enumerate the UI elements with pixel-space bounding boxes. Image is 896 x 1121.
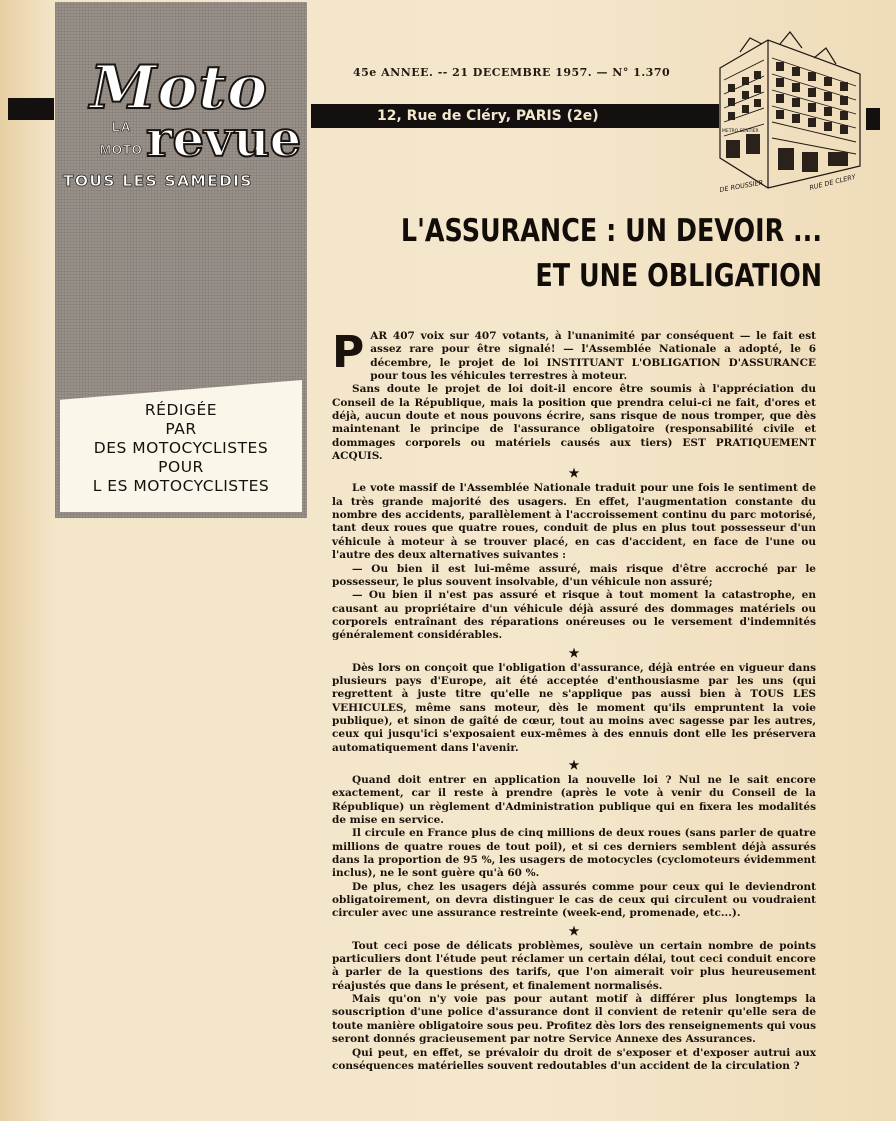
building-street-label-1: DE ROUSSIER: [718, 178, 764, 194]
issue-line: 45e ANNEE. -- 21 DECEMBRE 1957. — N° 1.370: [353, 66, 671, 79]
headline-line-2: ET UNE OBLIGATION: [535, 258, 822, 294]
banner-line: POUR: [158, 458, 204, 476]
address-text: 12, Rue de Cléry, PARIS (2e): [377, 108, 599, 124]
article-paragraph: Il circule en France plus de cinq millions de deux roues (sans parler de quatre millions de quatre roues de tout poil), et si ces derniers semblent déjà assurés dans la proportion de 95 %, les usagers de motocycles (cyclomoteurs évidemment inclus), ne le sont guère qu'à 60 %.: [332, 827, 816, 880]
editorial-banner-text: [68, 401, 294, 496]
banner-line: DES MOTOCYCLISTES: [93, 439, 269, 457]
address-bar: [311, 104, 719, 128]
building-street-label-2: RUE DE CLERY: [808, 172, 857, 192]
article-paragraph: Dès lors on conçoit que l'obligation d'assurance, déjà entrée en vigueur dans plusieurs pays d'Europe, ait été acceptée d'enthousiasme par les uns (qui regrettent à juste titre qu'elle ne s'applique pas aussi bien à TOUS LES VEHICULES, même sans moteur, dès le moment qu'ils empruntent la voie publique), et sinon de gaîté de cœur, tout au moins avec sagesse par les autres, ceux qui jusqu'ici s'exposaient eux-mêmes à des ennuis dont elle les préservera automatiquement dans l'avenir.: [332, 661, 816, 754]
building-metro-sign: METRO SENTIER: [722, 129, 759, 134]
headline-line-1: L'ASSURANCE : UN DEVOIR ...: [400, 213, 822, 249]
left-rule-bar: [8, 98, 54, 120]
banner-line: L ES MOTOCYCLISTES: [92, 477, 270, 495]
article-body: [332, 327, 816, 1073]
logo-moto-small: MOTO: [100, 142, 143, 157]
star-separator-icon: ★: [568, 923, 580, 938]
article-paragraph: Qui peut, en effet, se prévaloir du droit de s'exposer et d'exposer autrui aux conséquences matérielles souvent redoutables d'un accident de la circulation ?: [332, 1046, 816, 1072]
article-paragraph: AR 407 voix sur 407 votants, à l'unanimité par conséquent — le fait est assez rare pour être signalé! — l'Assemblée Nationale a adopté, le 6 décembre, le projet de loi INSTITUANT L'OBLIGATION D'ASSURANCE pour tous les véhicules terrestres à moteur.: [370, 330, 816, 383]
star-separator-icon: ★: [568, 645, 580, 660]
drop-cap: P: [332, 327, 365, 378]
article-paragraph: De plus, chez les usagers déjà assurés comme pour ceux qui le deviendront obligatoirement, on devra distinguer le cas de ceux qui circulent ou voudraient circuler avec une assurance restreinte (week-end, promenade, etc...).: [332, 880, 816, 920]
logo-la: LA: [112, 119, 132, 134]
article-paragraph: Mais qu'on n'y voie pas pour autant motif à différer plus longtemps la souscription d'une police d'assurance dont il convient de retenir qu'elle sera de toute manière obligatoire sous peu. Profitez dès lors des renseignements qui vous seront donnés gracieusement par notre Service Annexe des Assurances.: [332, 993, 816, 1046]
building-illustration: [710, 28, 872, 198]
article-paragraph: Le vote massif de l'Assemblée Nationale traduit pour une fois le sentiment de la très grande majorité des usagers. En effet, l'augmentation constante du nombre des accidents, parallèlement à l'accroissement continu du parc motorisé, tant deux roues que quatre roues, conduit de plus en plus tout possesseur d'un véhicule à moteur à se trouver placé, en cas d'accident, en face de l'une ou l'autre des deux alternatives suivantes :: [332, 482, 816, 562]
banner-line: RÉDIGÉE: [144, 401, 218, 419]
star-separator-icon: ★: [568, 757, 580, 772]
article-paragraph: Tout ceci pose de délicats problèmes, soulève un certain nombre de points particuliers dont l'étude peut réclamer un certain délai, tout ceci conduit encore à parler de la questions des tarifs, que l'on aimerait voir plus heureusement réajustés que dans le présent, et finalement normalisés.: [332, 939, 816, 992]
article-paragraph: — Ou bien il est lui-même assuré, mais risque d'être accroché par le possesseur, le plus souvent insolvable, d'un véhicule non assuré;: [332, 562, 816, 588]
article-paragraph: Sans doute le projet de loi doit-il encore être soumis à l'appréciation du Conseil de la République, mais la position que prendra celui-ci ne fait, d'ores et déjà, aucun doute et nous pouvons écrire, sans risque de nous tromper, que dès maintenant le principe de l'assurance obligatoire (responsabilité civile et dommages corporels ou matériels causés aux tiers) EST PRATIQUEMENT ACQUIS.: [332, 383, 816, 463]
star-separator-icon: ★: [568, 466, 580, 481]
article-paragraph: — Ou bien il n'est pas assuré et risque à tout moment la catastrophe, en causant au propriétaire d'un véhicule déjà assuré des dommages matériels ou corporels entraînant des réparations onéreuses ou le versement d'indemnités généralement considérables.: [332, 589, 816, 642]
tagline: TOUS LES SAMEDIS: [63, 172, 253, 190]
logo-moto: Moto: [90, 53, 269, 123]
logo-revue: revue: [146, 109, 302, 168]
banner-line: PAR: [165, 420, 197, 438]
article-paragraph: Quand doit entrer en application la nouvelle loi ? Nul ne le sait encore exactement, car il reste à prendre (après le vote à venir du Conseil de la République) un règlement d'Administration publique qui en fixera les modalités de mise en service.: [332, 773, 816, 826]
